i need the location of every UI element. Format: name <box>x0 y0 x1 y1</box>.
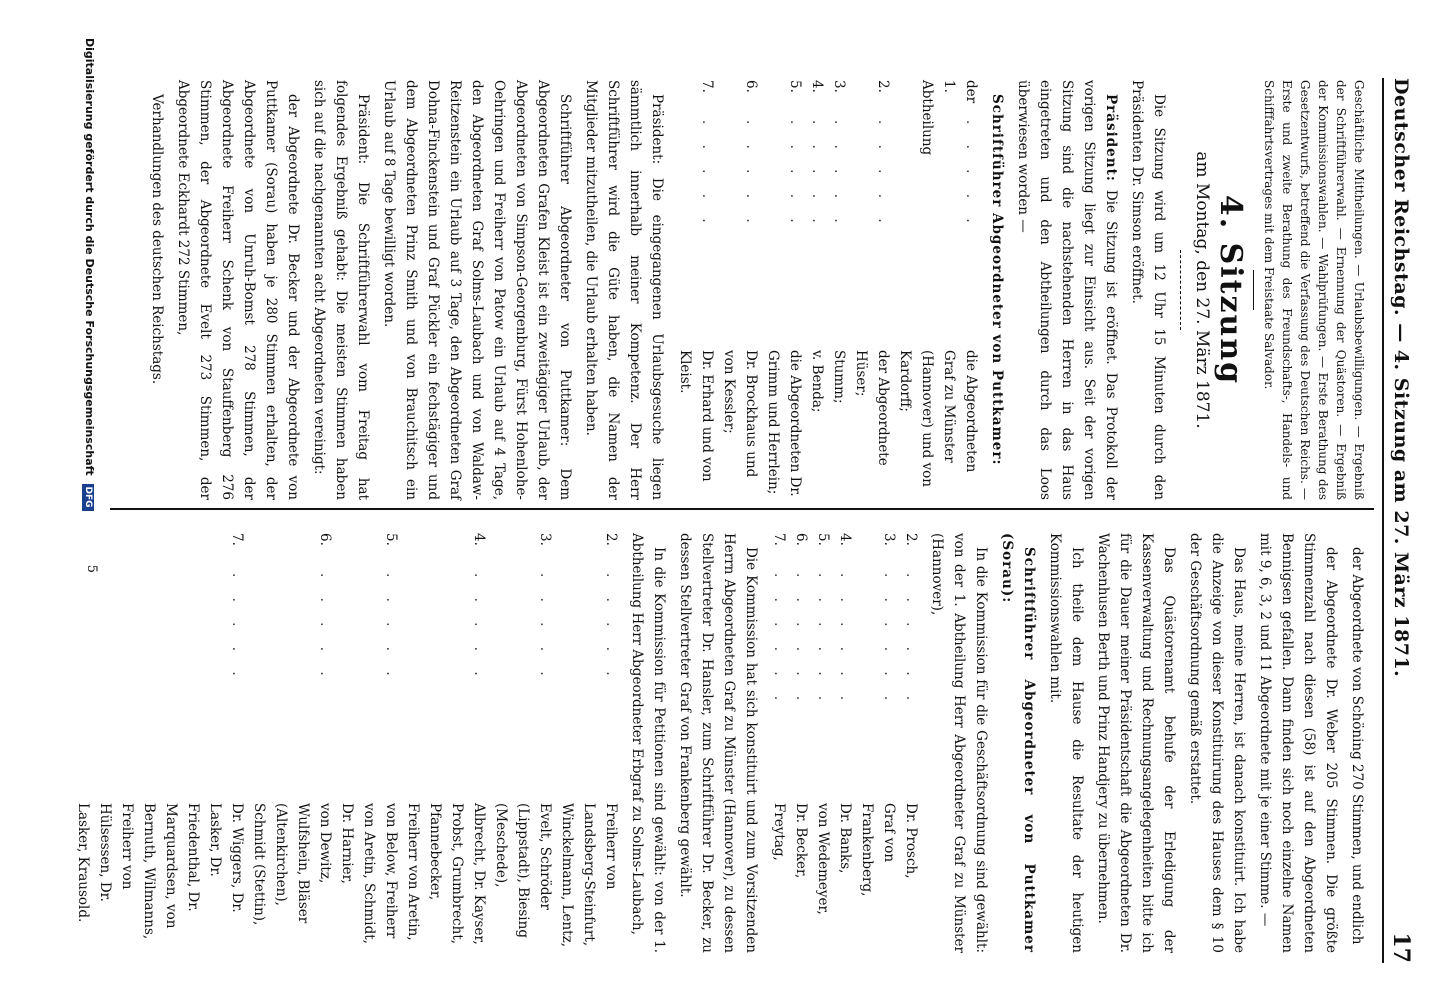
list-item <box>674 80 718 500</box>
opening-paragraph: Die Sitzung wird um 12 Uhr 15 Minuten durch den Präsidenten Dr. Simson eröffnet. <box>1129 80 1167 500</box>
list-num: 4. <box>809 80 825 93</box>
list-item <box>556 533 622 953</box>
speaker-label: Schriftführer Abgeordneter von Puttkamer (Sorau): <box>999 533 1037 953</box>
running-title: Deutscher Reichstag. — 4. Sitzung am 27. März 1871. <box>1390 78 1412 678</box>
dot-leader: . . . . . <box>317 573 333 684</box>
list-name: Dr. Brockhaus und von Kessler; <box>721 350 759 478</box>
list-item <box>490 533 556 953</box>
list-num: 6. <box>743 80 759 93</box>
list-name: Dr. Erhard und von Kleist. <box>677 350 715 482</box>
dot-leader: . . . . . <box>809 120 825 231</box>
secretary-label <box>986 80 1008 500</box>
list-num: 4. <box>471 533 487 546</box>
election-paragraph: Präsident: Die Schriftführerwahl vom Freitag hat folgendes Ergebniß gehabt: Die meisten Stimmen haben sich auf die nachgenannten acht Abgeordneten vereinigt: <box>311 80 371 500</box>
page-number: 17 <box>1388 932 1414 963</box>
right-paragraph-5: In die Kommission für die Geschäftsordnung sind gewählt: von der 1. Abtheilung Herr Abgeordneter Graf zu Münster (Hannover), <box>929 533 989 953</box>
right-paragraph-3: Das Quästorenamt behufe der Erledigung der Kassenverwaltung und Rechnungsangelegenheiten bitte ich für die Dauer meiner Präsidentschaft die Abgeordneten Dr. Wachenhusen Berth und Prinz Handjery zu übernehmen. <box>1095 533 1177 953</box>
list-num: 7. <box>229 533 245 546</box>
dfg-logo: DFG <box>82 484 94 511</box>
list-item <box>336 533 402 953</box>
separator <box>1180 250 1181 330</box>
column-divider <box>110 508 1374 510</box>
list-name: Dr. Banks, <box>837 803 853 874</box>
list-name: Albrecht, Dr. Kayser, Probst, Grumbrecht, Pfannebecker, Freiherr von Aretin, <box>405 803 487 945</box>
list-name: v. Benda; <box>809 350 825 413</box>
list-item <box>850 80 894 500</box>
dot-leader: . . . . . . <box>881 573 897 709</box>
session-title: 4. Sitzung <box>1213 194 1248 386</box>
list-item <box>768 533 790 953</box>
session-summary: Geschäftliche Mittheilungen. — Urlaubsbewilligungen. — Ergebniß der Schriftführerwahl. — Ernennung der Quästoren. — Ergebniß der Kommissionswahlen. — Wahlprüfungen. — Erste Berathung des Gesetzentwurfs, betreffend die Verfassung des Deutschen Reichs. — Erste und zweite Berathung des Freundschafts-, Handels- und Schifffahrtsvertrages mit dem Freistaate Salvador. <box>1262 80 1366 500</box>
list-name: von Wedemeyer, <box>815 803 831 915</box>
list-name: Evelt, Schröder (Lippstadt), Biesing (Meschede), <box>493 803 553 938</box>
list-item <box>894 80 982 500</box>
list-name: von Dewitz, Wulfshein, Bläser (Altenkirchen), Schmidt (Stettin), <box>251 803 333 926</box>
dot-leader: . . . . . <box>875 120 891 231</box>
dot-leader: . . . . . . <box>815 573 831 709</box>
president-text: Die Sitzung ist eröffnet. Das Protokoll der vorigen Sitzung liegt zur Einsicht aus. Seit der vorigen Sitzung sind die nachstehenden Herren in das Haus eingetreten und den Abtheilungen durch das Loos überwiesen worden — <box>1015 80 1119 500</box>
list-item <box>834 533 856 953</box>
right-paragraph-4: Ich theile dem Hause die Resultate der heutigen Kommissionswahlen mit. <box>1047 533 1085 953</box>
dot-leader: . . . . . . <box>903 573 919 709</box>
top-line: der Abgeordnete von Schöning 270 Stimmen, und endlich <box>1349 547 1365 945</box>
speaker-label: Präsident: <box>1103 94 1119 182</box>
list-num: 5. <box>383 533 399 546</box>
dot-leader: . . . . . . <box>837 573 853 709</box>
list-num: 7. <box>699 80 715 93</box>
short-rule <box>1253 270 1254 310</box>
dot-leader: . . . . . <box>229 573 245 684</box>
dot-leader: . . . . . . <box>793 573 809 709</box>
dot-leader: . . . . . <box>471 573 487 684</box>
list-name: die Abgeordneten Graf zu Münster (Hannover) und von Kardorff; <box>897 350 979 488</box>
list-name: Freytag, <box>771 803 787 861</box>
list-name: Stumm; <box>831 350 847 404</box>
list-name: Dr. Becker, <box>793 803 809 879</box>
list-num: 5. <box>815 533 831 546</box>
right-paragraph-6: Die Kommission hat sich konstituirt und zum Vorsitzenden Herrn Abgeordneten Graf zu Münster (Hannover), zu dessen Stellvertreter Dr. Hansler, zum Schriftführer Dr. Becker, zu dessen Stellvertreter Graf von Frankenberg gewählt. <box>677 533 759 953</box>
president-paragraph <box>1012 80 1122 500</box>
list-name: Dr. Prosch, <box>903 803 919 879</box>
leave-paragraph: Präsident: Die eingegangenen Urlaubsgesuche liegen sämmtlich innerhalb meiner Kompetenz. Der Herr Schriftführer wird die Güte haben, die Namen der Mitglieder mitzutheilen, die Urlaub erhalten haben. <box>583 80 665 500</box>
dot-leader: . . . . . <box>743 120 759 231</box>
votes-paragraph: der Abgeordnete Dr. Becker und der Abgeordnete von Puttkamer (Sorau) haben je 280 Stimmen erhalten, der Abgeordnete von Unruh-Bomst 278 Stimmen, der Abgeordnete Freiherr Schenk von Stauffenberg 276 Stimmen, der Abgeordnete Evelt 273 Stimmen, der Abgeordnete Eckhardt 272 Stimmen, <box>175 80 301 500</box>
right-secretary <box>996 533 1040 953</box>
list-num: 2. <box>603 533 619 546</box>
dot-leader: . . . . . <box>383 573 399 684</box>
list-item <box>402 533 490 953</box>
list-item <box>900 533 922 953</box>
left-column <box>142 80 1368 500</box>
list-name: Graf von Frankenberg, <box>859 803 897 897</box>
list-item <box>762 80 806 500</box>
list-item <box>790 533 812 953</box>
right-paragraph-2: Das Haus, meine Herren, ist danach konstituirt. Ich habe die Anzeige von dieser Konstituirung des Hauses dem § 10 der Geschäftsordnung gemäß erstattet. <box>1187 533 1247 953</box>
right-paragraph-7: In die Kommission für Petitionen sind gewählt: von der 1. Abtheilung Herr Abgeordneter Erbgraf zu Solms-Laubach, <box>629 533 667 953</box>
dot-leader: . . . . . <box>787 120 803 231</box>
list-name: von Below, Freiherr von Aretin, Schmidt, Dr. Harnier, <box>339 803 399 944</box>
list-num: 6. <box>793 533 809 546</box>
rotated-document-page <box>75 38 1416 993</box>
list-item <box>248 533 336 953</box>
dot-leader: . . . . . <box>963 120 979 231</box>
list-num: 2. <box>875 80 891 93</box>
dot-leader: . . . . . <box>603 573 619 684</box>
list-item <box>828 80 850 500</box>
dot-leader: . . . . . <box>831 120 847 231</box>
list-num: 5. <box>787 80 803 93</box>
bottom-number: 5 <box>84 564 99 573</box>
credit-text: Digitalisierung gefördert durch die Deutsche Forschungsgemeinschaft <box>83 38 96 476</box>
list-name: Dr. Wiggers, Dr. Lasker, Dr. Friedenthal, Dr. Marquardsen, von Bernuth, Wilmanns, Freiherr von Hülsessen, Dr. Lasker, Krausold. <box>75 803 245 940</box>
dot-leader: . . . . . <box>537 573 553 684</box>
assignment-list <box>674 80 982 500</box>
list-name: der Abgeordnete Hüser; <box>853 350 891 466</box>
right-paragraph-1: der Abgeordnete Dr. Weber 205 Stimmen. Die größte Stimmenzahl nach diesen (58) ist auf den Abgeordneten Bennigsen gefallen. Dann finden sich noch einzelne Namen mit 9, 6, 3, 2 und 11 Abgeordnete mit je einer Stimme. — <box>1257 533 1339 953</box>
list-num: 3. <box>881 533 897 546</box>
list-item <box>806 80 828 500</box>
session-date: am Montag, den 27. März 1871. <box>1192 151 1212 429</box>
leave-paragraph-2: Schriftführer Abgeordneter von Puttkamer: Dem Abgeordneten Grafen Kleist ist ein zweitägiger Urlaub, der Abgeordneten von Simpson-Georgenburg, Fürst Hohenlohe-Oehringen und Freiherr von Patow ein Urlaub auf 4 Tage, den Abgeordneten Graf Solms-Laubach und von Waldaw-Reitzenstein ein Urlaub auf 3 Tage, den Abgeordneten Graf Dohna-Finckenstein und Graf Pückler ein fechstägiger und dem Abgeordneten Prinz Smith und von Brauchitsch ein Urlaub auf 8 Tage bewilligt worden. <box>381 80 573 500</box>
list-num: 3. <box>537 533 553 546</box>
list-item <box>812 533 834 953</box>
dot-leader: . . . . . <box>699 120 715 231</box>
list-item <box>72 533 248 953</box>
list-num: 7. <box>771 533 787 546</box>
list-num: 3. <box>831 80 847 93</box>
digitization-credit <box>82 38 96 511</box>
list-item <box>718 80 762 500</box>
list-num: 4. <box>837 533 853 546</box>
list-item <box>856 533 900 953</box>
petitions-list <box>72 533 622 953</box>
list-num: 2. <box>903 533 919 546</box>
list-name: Freiherr von Landsberg-Steinfurt, Winckelmann, Lentz, <box>559 803 619 947</box>
dot-leader: . . . . . . <box>771 573 787 709</box>
commission-list <box>768 533 922 953</box>
speaker-label: Schriftführer Abgeordneter von Puttkamer: <box>989 94 1005 466</box>
closing-line: Verhandlungen des deutschen Reichstags. <box>149 94 165 385</box>
right-column <box>66 533 1368 953</box>
list-num: 6. <box>317 533 333 546</box>
list-num: der 1. Abtheilung <box>919 80 979 156</box>
running-header <box>1382 78 1414 963</box>
list-name: die Abgeordneten Dr. Grimm und Herrlein; <box>765 350 803 497</box>
